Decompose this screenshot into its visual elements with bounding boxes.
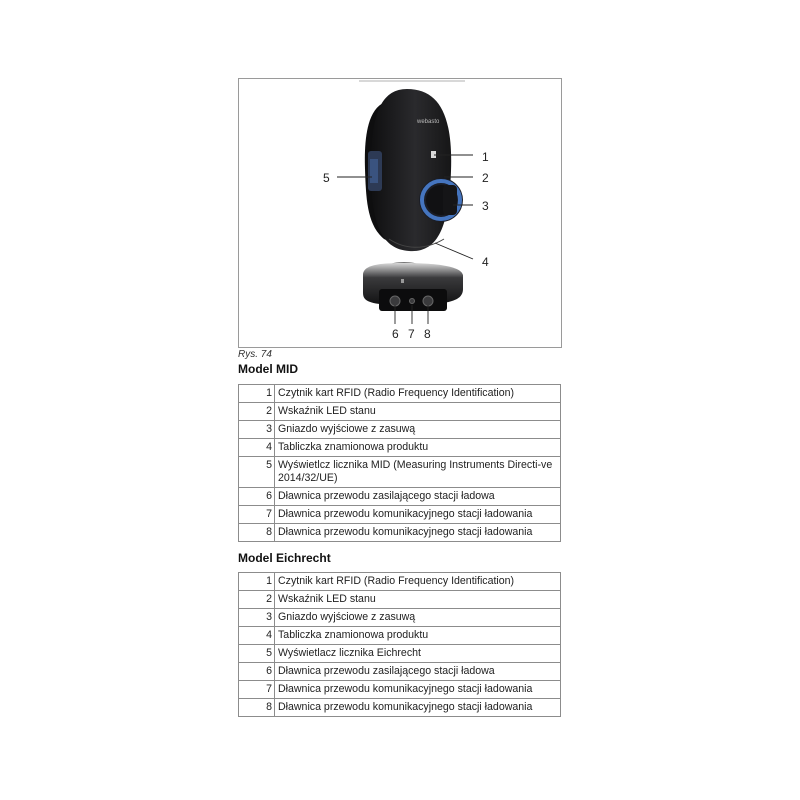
table-row (239, 488, 561, 506)
row-number: 2 (239, 403, 275, 421)
row-description: Dławnica przewodu komunikacyjnego stacji ładowania (275, 524, 561, 542)
callout-5: 5 (323, 171, 330, 185)
wallbox-illustration (239, 79, 561, 347)
table-row (239, 645, 561, 663)
row-number: 4 (239, 439, 275, 457)
row-number: 6 (239, 663, 275, 681)
section-title-mid: Model MID (238, 362, 298, 376)
table-row (239, 403, 561, 421)
callout-8: 8 (424, 327, 431, 341)
table-row (239, 591, 561, 609)
row-number: 8 (239, 524, 275, 542)
section-title-eichrecht: Model Eichrecht (238, 551, 331, 565)
row-description: Tabliczka znamionowa produktu (275, 439, 561, 457)
callout-2: 2 (482, 171, 489, 185)
row-number: 8 (239, 699, 275, 717)
table-row (239, 421, 561, 439)
callout-7: 7 (408, 327, 415, 341)
brand-logo: webasto (417, 119, 440, 125)
row-description: Wyświetlcz licznika MID (Measuring Instruments Directi-ve 2014/32/UE) (275, 457, 561, 488)
row-number: 1 (239, 573, 275, 591)
table-row (239, 457, 561, 488)
row-description: Dławnica przewodu zasilającego stacji ładowa (275, 663, 561, 681)
row-number: 4 (239, 627, 275, 645)
row-number: 5 (239, 645, 275, 663)
table-row (239, 506, 561, 524)
row-description: Wyświetlacz licznika Eichrecht (275, 645, 561, 663)
row-number: 6 (239, 488, 275, 506)
row-number: 7 (239, 506, 275, 524)
row-description: Czytnik kart RFID (Radio Frequency Identification) (275, 385, 561, 403)
callout-1: 1 (482, 150, 489, 164)
wallbox-bottom-view (363, 262, 463, 311)
parts-table-mid (238, 384, 561, 542)
table-row (239, 681, 561, 699)
callout-3: 3 (482, 199, 489, 213)
table-row (239, 609, 561, 627)
table-row (239, 627, 561, 645)
row-description: Gniazdo wyjściowe z zasuwą (275, 609, 561, 627)
row-description: Wskaźnik LED stanu (275, 591, 561, 609)
table-row (239, 663, 561, 681)
rfid-reader-icon (431, 151, 436, 158)
row-number: 5 (239, 457, 275, 488)
row-number: 3 (239, 421, 275, 439)
row-description: Dławnica przewodu komunikacyjnego stacji ładowania (275, 681, 561, 699)
table-row (239, 573, 561, 591)
row-description: Dławnica przewodu zasilającego stacji ładowa (275, 488, 561, 506)
row-description: Tabliczka znamionowa produktu (275, 627, 561, 645)
wallbox-front-view (365, 89, 463, 251)
row-description: Dławnica przewodu komunikacyjnego stacji ładowania (275, 699, 561, 717)
callout-6: 6 (392, 327, 399, 341)
callout-4: 4 (482, 255, 489, 269)
row-number: 1 (239, 385, 275, 403)
row-number: 7 (239, 681, 275, 699)
figure-caption: Rys. 74 (238, 349, 272, 360)
row-number: 3 (239, 609, 275, 627)
figure-frame (238, 78, 562, 348)
row-description: Czytnik kart RFID (Radio Frequency Identification) (275, 573, 561, 591)
row-description: Wskaźnik LED stanu (275, 403, 561, 421)
table-row (239, 385, 561, 403)
row-description: Gniazdo wyjściowe z zasuwą (275, 421, 561, 439)
table-row (239, 439, 561, 457)
row-number: 2 (239, 591, 275, 609)
table-row (239, 524, 561, 542)
table-row (239, 699, 561, 717)
parts-table-eichrecht (238, 572, 561, 717)
row-description: Dławnica przewodu komunikacyjnego stacji ładowania (275, 506, 561, 524)
